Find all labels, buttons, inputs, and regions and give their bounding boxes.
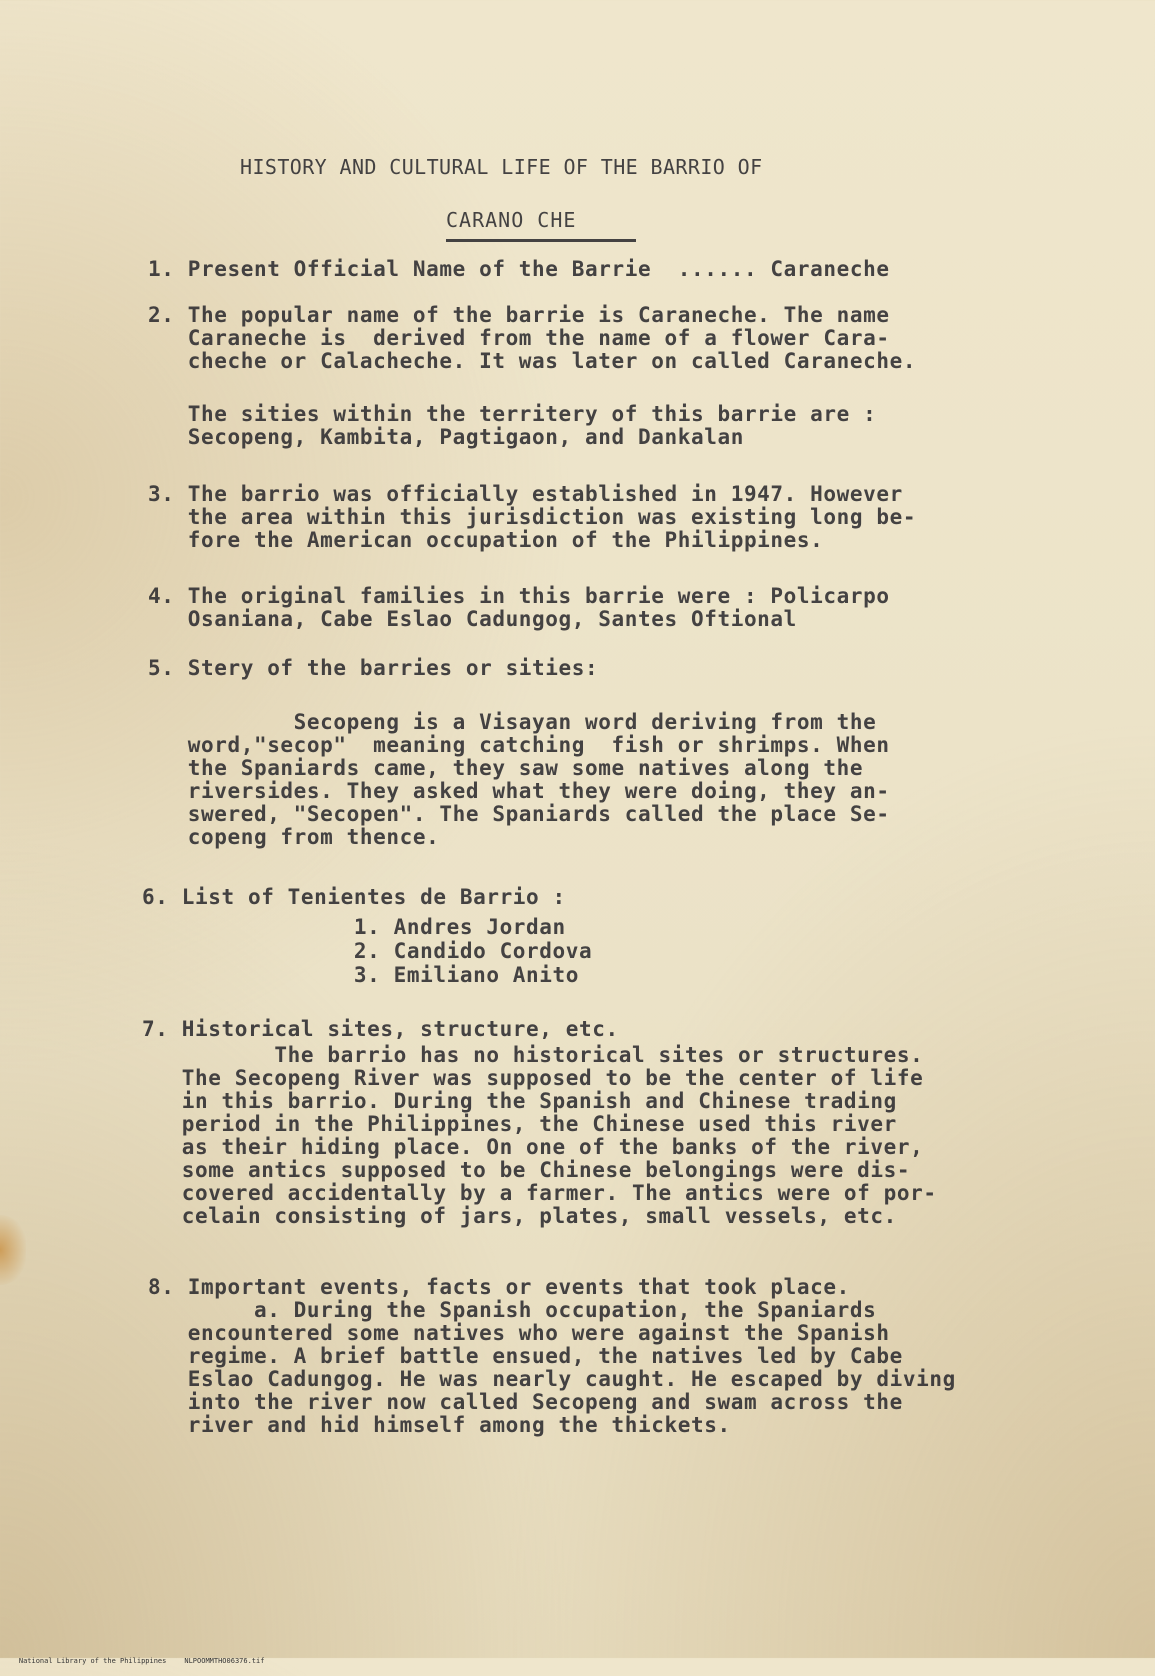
- document-line: period in the Philippines, the Chinese used this river: [142, 1112, 897, 1136]
- document-line: Secopeng, Kambita, Pagtigaon, and Dankalan: [148, 425, 744, 449]
- document-line: 3. Emiliano Anito: [142, 963, 580, 987]
- document-line: The Secopeng River was supposed to be the center of life: [142, 1066, 924, 1090]
- document-line: word,"secop" meaning catching fish or shrimps. When: [148, 733, 890, 757]
- document-line: fore the American occupation of the Philippines.: [148, 528, 824, 552]
- document-title: HISTORY AND CULTURAL LIFE OF THE BARRIO OF: [240, 155, 763, 179]
- document-line: riversides. They asked what they were doing, they an-: [148, 779, 890, 803]
- document-line: The barrio has no historical sites or structures.: [142, 1043, 924, 1067]
- document-line: 6. List of Tenientes de Barrio :: [142, 885, 566, 909]
- document-line: 3. The barrio was officially established in 1947. However: [148, 482, 903, 506]
- document-line: 2. Candido Cordova: [142, 939, 593, 963]
- document-line: into the river now called Secopeng and swam across the: [148, 1390, 903, 1414]
- document-subtitle: CARANO CHE: [446, 208, 636, 242]
- document-line: 4. The original families in this barrie were : Policarpo: [148, 584, 890, 608]
- document-line: swered, "Secopen". The Spaniards called the place Se-: [148, 802, 890, 826]
- document-line: as their hiding place. On one of the banks of the river,: [142, 1135, 924, 1159]
- footer: [2, 1646, 282, 1676]
- footer-filename: NLPOOMMTHO06376.tif: [184, 1657, 265, 1665]
- document-line: cheche or Calacheche. It was later on called Caraneche.: [148, 349, 917, 373]
- document-line: copeng from thence.: [148, 825, 440, 849]
- document-line: Eslao Cadungog. He was nearly caught. He escaped by diving: [148, 1367, 956, 1391]
- document-line: Secopeng is a Visayan word deriving from the: [148, 710, 877, 734]
- document-line: Osaniana, Cabe Eslao Cadungog, Santes Oftional: [148, 607, 797, 631]
- document-line: 2. The popular name of the barrie is Caraneche. The name: [148, 303, 890, 327]
- document-line: Caraneche is derived from the name of a flower Cara-: [148, 326, 890, 350]
- document-line: celain consisting of jars, plates, small vessels, etc.: [142, 1204, 897, 1228]
- document-line: 1. Present Official Name of the Barrie ...... Caraneche: [148, 257, 890, 281]
- document-line: 8. Important events, facts or events that took place.: [148, 1275, 850, 1299]
- document-line: the Spaniards came, they saw some natives along the: [148, 756, 864, 780]
- document-line: the area within this jurisdiction was existing long be-: [148, 505, 917, 529]
- document-line: a. During the Spanish occupation, the Spaniards: [148, 1298, 877, 1322]
- document-line: river and hid himself among the thickets.: [148, 1413, 731, 1437]
- document-line: 7. Historical sites, structure, etc.: [142, 1017, 619, 1041]
- document-line: The sities within the territery of this barrie are :: [148, 402, 877, 426]
- document-line: some antics supposed to be Chinese belongings were dis-: [142, 1158, 911, 1182]
- paper-stain: [0, 1215, 26, 1285]
- document-line: in this barrio. During the Spanish and Chinese trading: [142, 1089, 897, 1113]
- document-line: 5. Stery of the barries or sities:: [148, 656, 599, 680]
- document-line: regime. A brief battle ensued, the natives led by Cabe: [148, 1344, 903, 1368]
- document-line: encountered some natives who were against the Spanish: [148, 1321, 890, 1345]
- document-line: 1. Andres Jordan: [142, 915, 566, 939]
- footer-library: National Library of the Philippines: [18, 1657, 167, 1665]
- document-line: covered accidentally by a farmer. The antics were of por-: [142, 1181, 937, 1205]
